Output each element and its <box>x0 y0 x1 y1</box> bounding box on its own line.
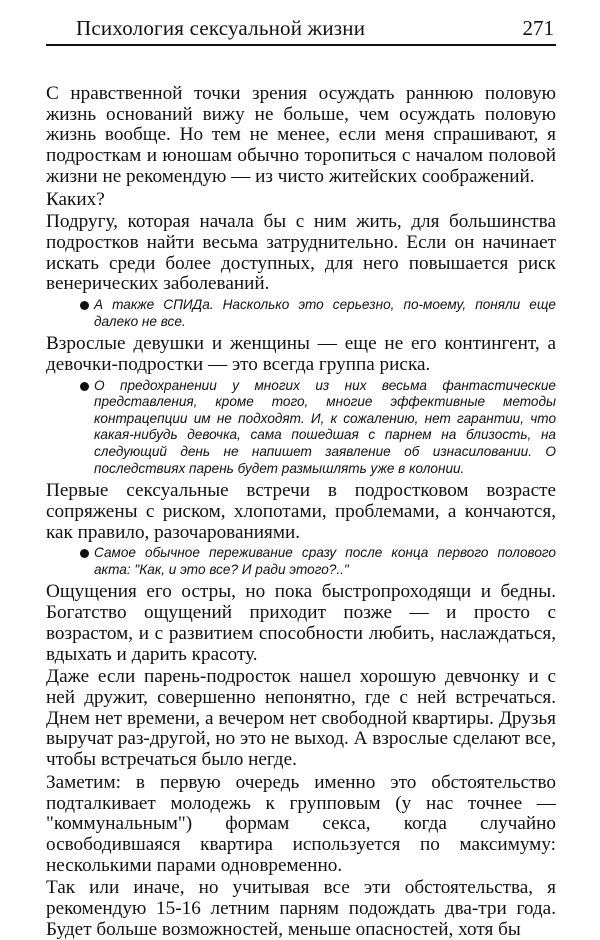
running-title: Психология сексуальной жизни <box>76 16 366 40</box>
note <box>46 545 556 578</box>
paragraph: Каких? <box>46 188 105 210</box>
paragraph: Ощущения его остры, но пока быстропроходящи и бедны. Богатство ощущений приходит позже — и просто с возрастом, и с развитием способности любить, наслаждаться, вдыхать и дарить красоту. <box>46 581 556 665</box>
book-page <box>46 14 556 940</box>
paragraph: Взрослые девушки и женщины — еще не его контингент, а девочки-подростки — это всегда группа риска. <box>46 333 556 375</box>
paragraph: Даже если парень-подросток нашел хорошую девчонку и с ней дружит, совершенно непонятно, где с ней встречаться. Днем нет времени, а вечером нет свободной квартиры. Друзья выручат раз-другой, но это не выход. А взрослые сделают все, чтобы встречаться было негде. <box>46 666 556 771</box>
note <box>46 378 556 478</box>
page-text <box>46 84 556 940</box>
paragraph: С нравственной точки зрения осуждать раннюю половую жизнь оснований вижу не больше, чем осуждать половую жизнь вообще. Но тем не менее, если меня спрашивают, я подросткам и юношам обычно торопиться с началом половой жизни не рекомендую — из чисто житейских соображений. <box>46 83 556 187</box>
paragraph: Так или иначе, но учитывая все эти обстоятельства, я рекомендую 15-16 летним парням подождать два-три года. Будет больше возможностей, меньше опасностей, хотя бы <box>46 877 556 940</box>
paragraph: Заметим: в первую очередь именно это обстоятельство подталкивает молодежь к групповым (у нас точнее — "коммунальным") формам секса, когда случайно освободившаяся квартира используется по максимуму: несколькими парами одновременно. <box>46 771 556 876</box>
bullet-icon <box>80 301 89 310</box>
bullet-icon <box>80 382 89 391</box>
note-text: О предохранении у многих из них весьма фантастические представления, кроме того, многие эффективные методы контрацепции им не подходят. И, к сожалению, нет гарантии, что какая-нибудь девочка, сама пошедшая с парнем на близость, на следующий день не напишет заявление об изнасиловании. О последствиях парень будет размышлять уже в колонии. <box>94 377 556 476</box>
paragraph: Подругу, которая начала бы с ним жить, для большинства подростков найти весьма затруднительно. Если он начинает искать среди более доступных, для него повышается риск венерических заболеваний. <box>46 211 556 295</box>
bullet-icon <box>80 549 89 558</box>
page-number: 271 <box>522 16 554 40</box>
running-header <box>46 14 556 46</box>
paragraph: Первые сексуальные встречи в подростковом возрасте сопряжены с риском, хлопотами, проблемами, а кончаются, как правило, разочарованиями. <box>46 480 556 543</box>
note-text: Самое обычное переживание сразу после конца первого полового акта: "Как, и это все? И ради этого?.." <box>94 545 556 577</box>
note-text: А также СПИДа. Насколько это серьезно, по-моему, поняли еще далеко не все. <box>94 297 556 329</box>
note <box>46 297 556 330</box>
